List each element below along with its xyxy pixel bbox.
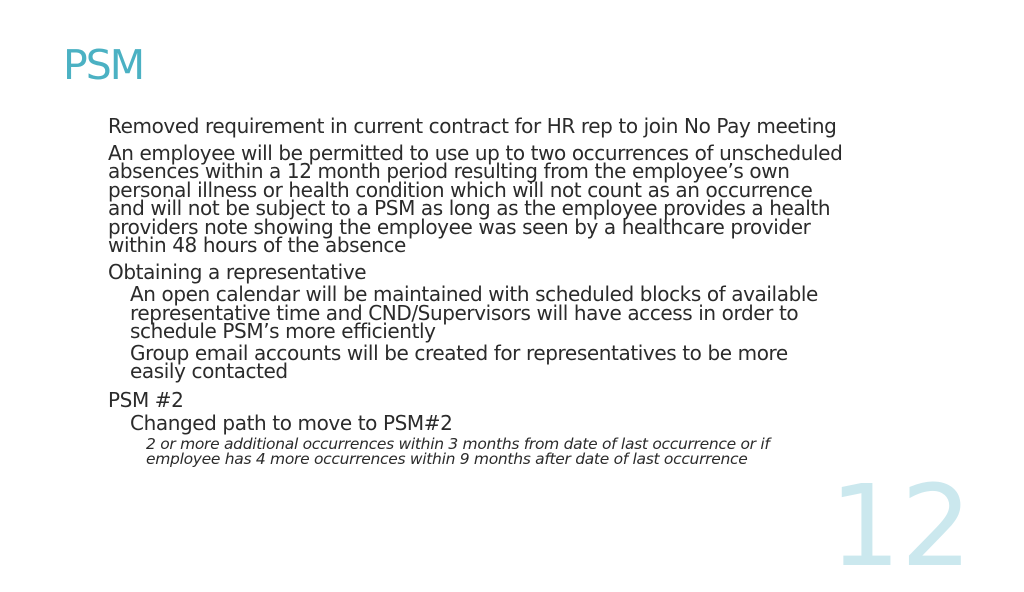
subbullet-group-email: Group email accounts will be created for representatives to be more easily contacted bbox=[130, 340, 788, 383]
bullet-obtaining-representative: Obtaining a representative bbox=[108, 259, 367, 284]
bullet-unscheduled-absences: An employee will be permitted to use up to two occurrences of unscheduled absences within a 12 month period resulting from the employee’s own personal illness or health condition which will not count as an occurrence and will not be subject to a PSM as long as the employee provides a health providers note showing the employee was seen by a healthcare provider within 48 hours of the absence bbox=[108, 140, 843, 257]
bullet-psm-2: PSM #2 bbox=[108, 387, 184, 412]
bullet-hr-rep-requirement: Removed requirement in current contract for HR rep to join No Pay meeting bbox=[108, 114, 837, 138]
subbullet-changed-path: Changed path to move to PSM#2 bbox=[130, 411, 453, 435]
subbullet-open-calendar: An open calendar will be maintained with scheduled blocks of available representative time and CND/Supervisors will have access in order to schedule PSM’s more efficiently bbox=[130, 282, 818, 343]
slide-body bbox=[108, 114, 843, 468]
slide-title: PSM bbox=[63, 41, 144, 89]
subsubbullet-occurrence-criteria: 2 or more additional occurrences within 3 months from date of last occurrence or if employee has 4 more occurrences within 9 months after date of last occurrence bbox=[146, 434, 770, 468]
page-number: 12 bbox=[829, 462, 972, 592]
